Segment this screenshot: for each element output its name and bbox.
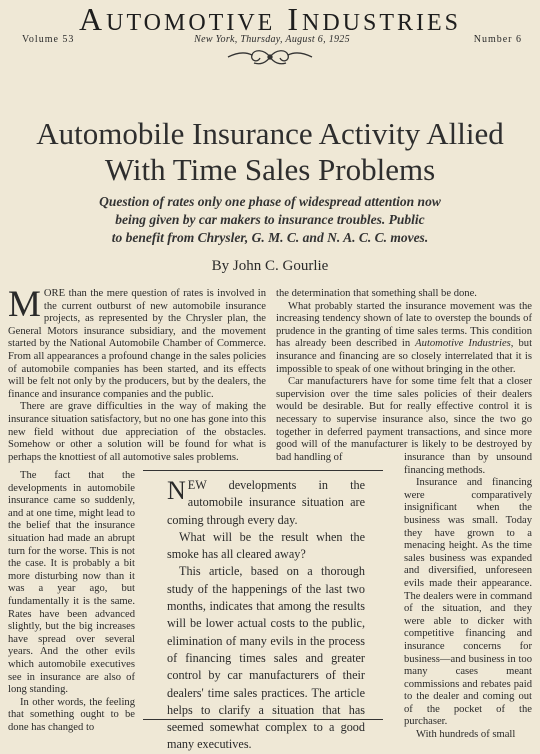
ornament-icon [224,47,316,67]
column-2 [276,288,532,464]
summary-box-rule [143,719,383,720]
issue-date: New York, Thursday, August 6, 1925 [194,34,350,45]
issue-line [22,34,522,48]
volume-label: Volume 53 [22,34,75,45]
box-paragraph: This article, based on a thorough study of the happenings of the last two months, indicates that among the results will be lower actual costs to the public, elimination of many evils in the process of financing times sales and greater control by car manufacturers of their dealers' time sales practices. The article helps to clarify a situation that has seemed somewhat complex to a good many executives. [167,564,365,752]
paragraph: With hundreds of small [416,729,516,741]
box-drop-cap: N [167,476,186,505]
column-3 [404,452,532,742]
paragraph: the determination that something shall be done. [276,288,477,299]
paragraph: There are grave difficulties in the way of making the insurance situation satisfactory, but no one has gone into this new field without due appreciation of the obstacles. Somehow or other a solution will be found for what is perhaps the knottiest of all automotive sales problems. [8,401,266,463]
issue-number: Number 6 [473,34,522,45]
paragraph: In other words, the feeling that something ought to be done has changed to [8,696,135,733]
byline: By John C. Gourlie [211,258,329,274]
drop-cap: M [8,284,41,325]
article-deck: Question of rates only one phase of widespread attention now being given by car makers to insurance troubles. Public to benefit from Chrysler, G. M. C. and N. A. C. C. moves. [99,194,441,245]
paragraph: insurance than by unsound financing methods. [404,452,532,476]
column-1-narrow [8,470,135,734]
masthead-title: AUTOMOTIVE INDUSTRIES [79,1,461,37]
article-headline: Automobile Insurance Activity Allied With Time Sales Problems [36,116,504,187]
column-1 [8,284,266,464]
lead-paragraph: MORE than the mere question of rates is involved in the current outburst of new automobile insurance projects, as represented by the Chrysler plan, the General Motors insurance subsidiary, and the movement started by the National Automobile Chamber of Commerce. From all appearances a profound change in the sales policies of automobile companies has been started, and its effects will be felt not only by the producers, but by the dealers, the finance and insurance companies and the public. [8,284,266,400]
paragraph: The fact that the developments in automobile insurance came so suddenly, and at one time, might lead to the belief that the insurance situation had made an abrupt turn for the worse. This is not the case. It is probably a bit more disturbing now than it was a year ago, but fundamentally it is the same. Rates have been advanced slightly, but the big increases have spread over several years. And the other evils which automobile executives see in insurance are also of long standing. [8,470,135,696]
paragraph: Insurance and financing were comparatively insignificant when the business was small. Today they have grown to a menacing height. As the time sales business was expanded and diversified, unforeseen evils made their appearance. The dealers were in command of the situation, and they were able to dicker with competitive financing and insurance concerns for business—and business in too many cases meant commissions and rebates paid to the dealer and coming out of the pocket of the purchaser. [404,477,532,728]
paragraph: Car manufacturers have for some time felt that a closer supervision over the time sales policies of their dealers would be desirable. But for really effective control it is necessary to supervise insurance also, since the two go together in deferred payment transactions, and since more good will of the manufacturer is likely to be destroyed by bad handling of [276,376,532,463]
paragraph: What probably started the insurance movement was the increasing tendency shown of late to overstep the bounds of prudence in the granting of time sales terms. This condition has already been described in Automotive Industries, but insurance and financing are so closely interrelated that it is impossible to speak of one without bringing in the other. [276,300,533,375]
box-paragraph: NEW developments in the automobile insurance situation are coming through every day. [167,476,365,527]
summary-box [143,470,383,752]
box-paragraph: What will be the result when the smoke has all cleared away? [167,529,365,562]
